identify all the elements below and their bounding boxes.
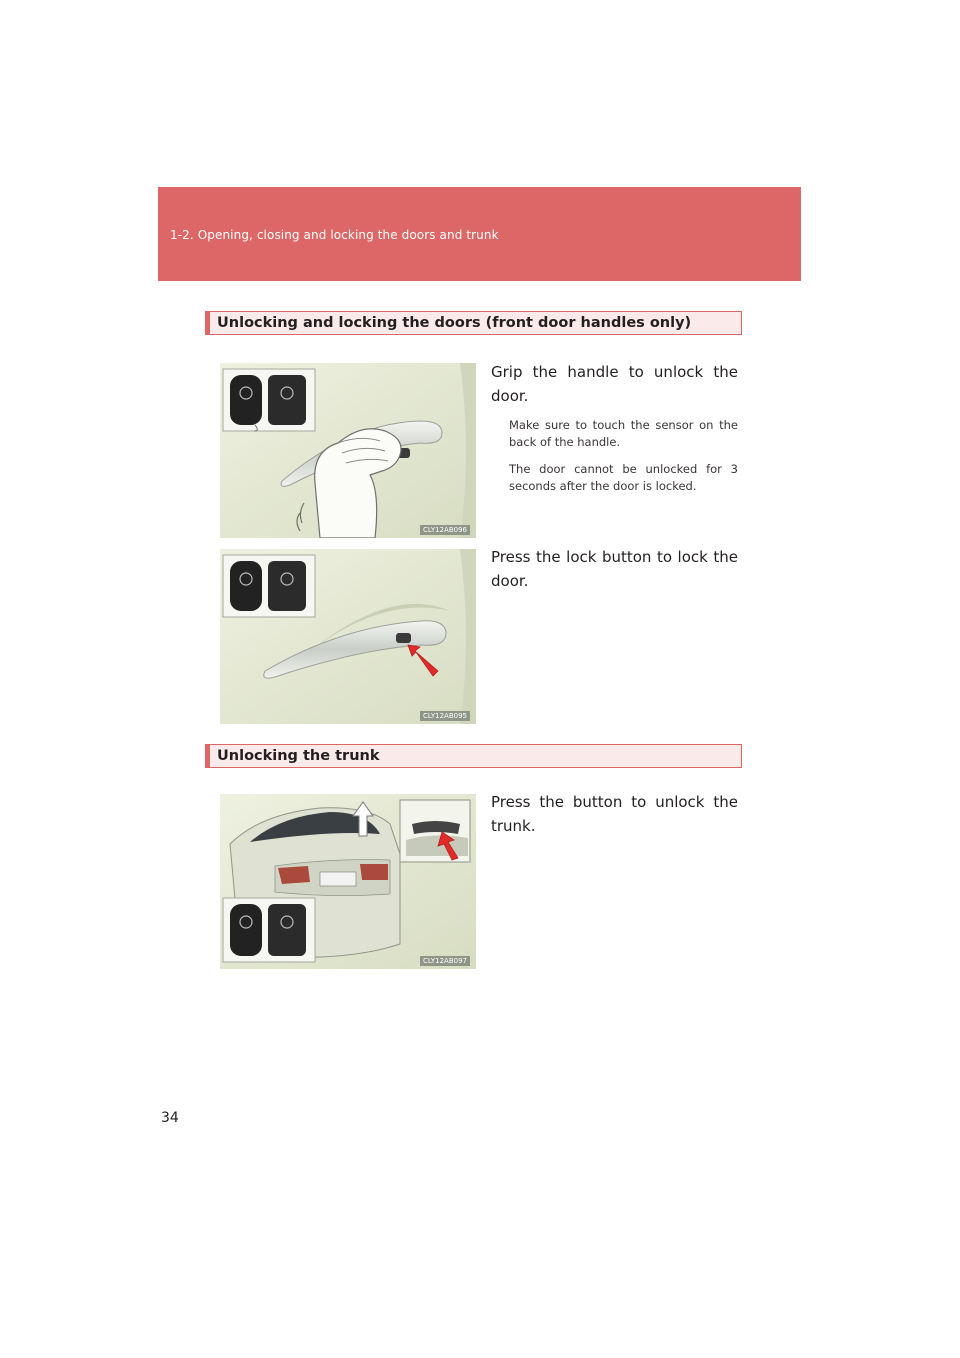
figure-trunk-button [220, 794, 476, 969]
breadcrumb: 1-2. Opening, closing and locking the doors and trunk [170, 228, 499, 242]
figure-code: CLY12AB095 [420, 711, 470, 721]
figure-lock-button [220, 549, 476, 724]
section-title: Unlocking the trunk [217, 748, 380, 764]
lock-button-illustration [220, 549, 476, 724]
section-heading-trunk [205, 744, 742, 768]
page-number: 34 [161, 1110, 179, 1126]
instruction-trunk-button: Press the button to unlock the trunk. [491, 793, 738, 835]
note-sensor: Make sure to touch the sensor on the back of the handle. [509, 418, 738, 449]
grip-handle-illustration [220, 363, 476, 538]
instruction-grip-handle: Grip the handle to unlock the door. [491, 363, 738, 405]
section-heading-door-handles [205, 311, 742, 335]
note-unlock-delay: The door cannot be unlocked for 3 seconds after the door is locked. [509, 462, 738, 493]
figure-code: CLY12AB096 [420, 525, 470, 535]
header-band [158, 187, 801, 281]
section-title: Unlocking and locking the doors (front door handles only) [217, 315, 692, 331]
instruction-lock-button: Press the lock button to lock the door. [491, 548, 738, 590]
figure-grip-handle [220, 363, 476, 538]
trunk-illustration [220, 794, 476, 969]
figure-code: CLY12AB097 [420, 956, 470, 966]
